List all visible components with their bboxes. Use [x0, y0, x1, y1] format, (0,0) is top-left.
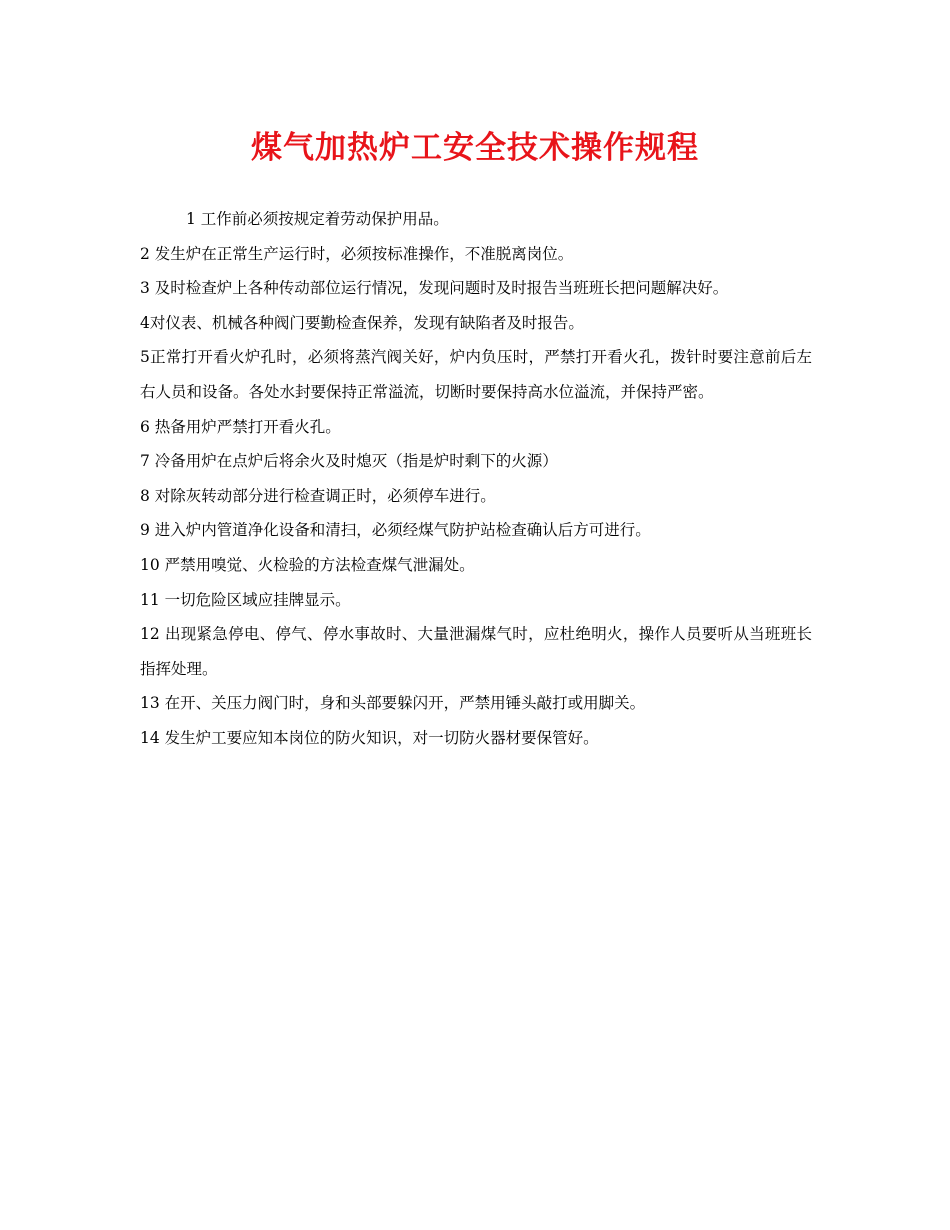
- rule-item-14: 14 发生炉工要应知本岗位的防火知识，对一切防火器材要保管好。: [140, 728, 599, 747]
- rule-item-7: 7 冷备用炉在点炉后将余火及时熄灭（指是炉时剩下的火源）: [140, 452, 558, 471]
- rule-item-13: 13 在开、关压力阀门时，身和头部要躲闪开，严禁用锤头敲打或用脚关。: [140, 694, 646, 713]
- rule-item-6: 6 热备用炉严禁打开看火孔。: [140, 417, 341, 436]
- rule-item-9: 9 进入炉内管道净化设备和清扫，必须经煤气防护站检查确认后方可进行。: [140, 521, 651, 540]
- rule-item-5: 5正常打开看火炉孔时，必须将蒸汽阀关好，炉内负压时，严禁打开看火孔，拨针时要注意前后左右人员和设备。各处水封要保持正常溢流，切断时要保持高水位溢流，并保持严密。: [140, 348, 812, 401]
- rule-item-12: 12 出现紧急停电、停气、停水事故时、大量泄漏煤气时，应杜绝明火，操作人员要听从当班班长指挥处理。: [140, 625, 812, 678]
- rule-item-3: 3 及时检查炉上各种传动部位运行情况，发现问题时及时报告当班班长把问题解决好。: [140, 279, 729, 298]
- rule-item-4: 4对仪表、机械各种阀门要勤检查保养，发现有缺陷者及时报告。: [140, 313, 584, 332]
- rule-item-1: 1 工作前必须按规定着劳动保护用品。: [186, 210, 449, 228]
- document-title: 煤气加热炉工安全技术操作规程: [251, 130, 699, 166]
- rule-item-11: 11 一切危险区域应挂牌显示。: [140, 590, 351, 609]
- rule-item-8: 8 对除灰转动部分进行检查调正时，必须停车进行。: [140, 486, 496, 505]
- rule-item-10: 10 严禁用嗅觉、火检验的方法检查煤气泄漏处。: [140, 555, 475, 574]
- document-body: [140, 202, 812, 756]
- rule-item-2: 2 发生炉在正常生产运行时，必须按标准操作，不准脱离岗位。: [140, 244, 574, 263]
